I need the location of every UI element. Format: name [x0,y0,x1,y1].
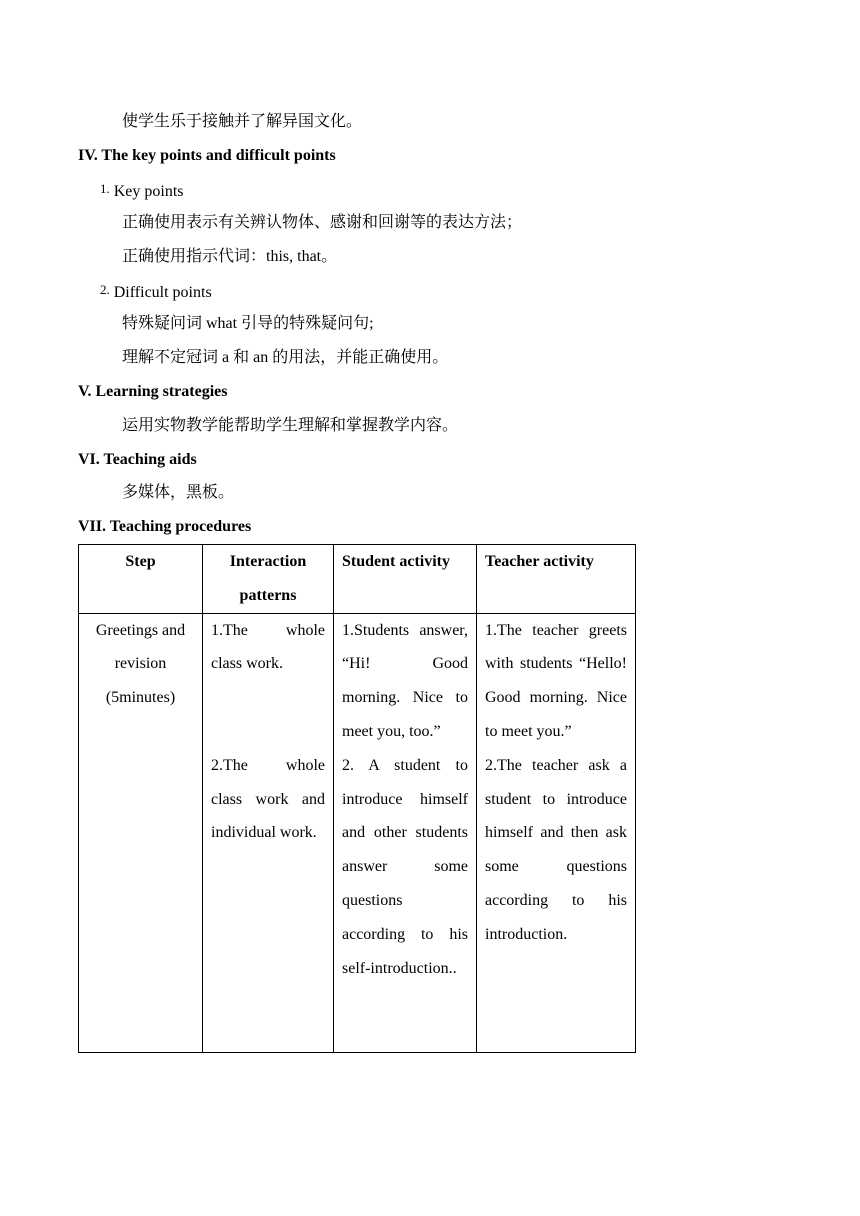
key-points-label [100,172,184,209]
student-activity-item: 2. A student to introduce himself and other students answer some questions according to his self-introduction.. [342,756,468,977]
header-interaction-patterns: Interaction patterns [203,545,334,614]
key-points-text: Key points [113,183,184,200]
header-teacher-activity: Teacher activity [477,545,636,614]
step-duration: (5minutes) [105,689,176,707]
key-points-number: 1. [100,181,110,196]
teaching-aids-text: 多媒体，黑板。 [122,484,235,501]
header-step: Step [79,545,203,614]
step-line: revision [114,655,167,673]
teacher-activity-item: 2.The teacher ask a student to introduce himself and then ask some questions according to his introduction. [485,756,627,943]
interaction-item: 2.The whole class work and individual work. [211,756,325,842]
learning-strategies-text: 运用实物教学能帮助学生理解和掌握教学内容。 [122,417,459,434]
student-activity-cell [334,613,477,1052]
header-student-activity: Student activity [334,545,477,614]
step-cell [79,613,203,1052]
difficult-point-item: 理解不定冠词 a 和 an 的用法，并能正确使用。 [122,349,449,366]
section-5-heading: V. Learning strategies [78,383,228,400]
student-activity-item: 1.Students answer, “Hi! Good morning. Nice to meet you, too.” [342,621,468,740]
difficult-points-label [100,273,212,310]
teacher-activity-item: 1.The teacher greets with students “Hello! Good morning. Nice to meet you.” [485,621,627,740]
interaction-cell [203,613,334,1052]
difficult-points-text: Difficult points [113,284,212,301]
teaching-procedures-table [78,544,636,1053]
difficult-points-number: 2. [100,282,110,297]
section-6-heading: VI. Teaching aids [78,451,197,468]
key-point-item: 正确使用表示有关辨认物体、感谢和回谢等的表达方法； [122,214,523,231]
table-header-row [79,545,636,614]
key-point-item: 正确使用指示代词：this, that。 [122,248,338,265]
step-line: Greetings and [95,621,186,639]
interaction-item: 1.The whole class work. [211,621,325,673]
section-7-heading: VII. Teaching procedures [78,518,252,535]
intro-line: 使学生乐于接触并了解异国文化。 [122,113,363,130]
teacher-activity-cell [477,613,636,1052]
difficult-point-item: 特殊疑问词 what 引导的特殊疑问句; [122,315,374,332]
table-row [79,613,636,1052]
section-4-heading: IV. The key points and difficult points [78,147,336,164]
